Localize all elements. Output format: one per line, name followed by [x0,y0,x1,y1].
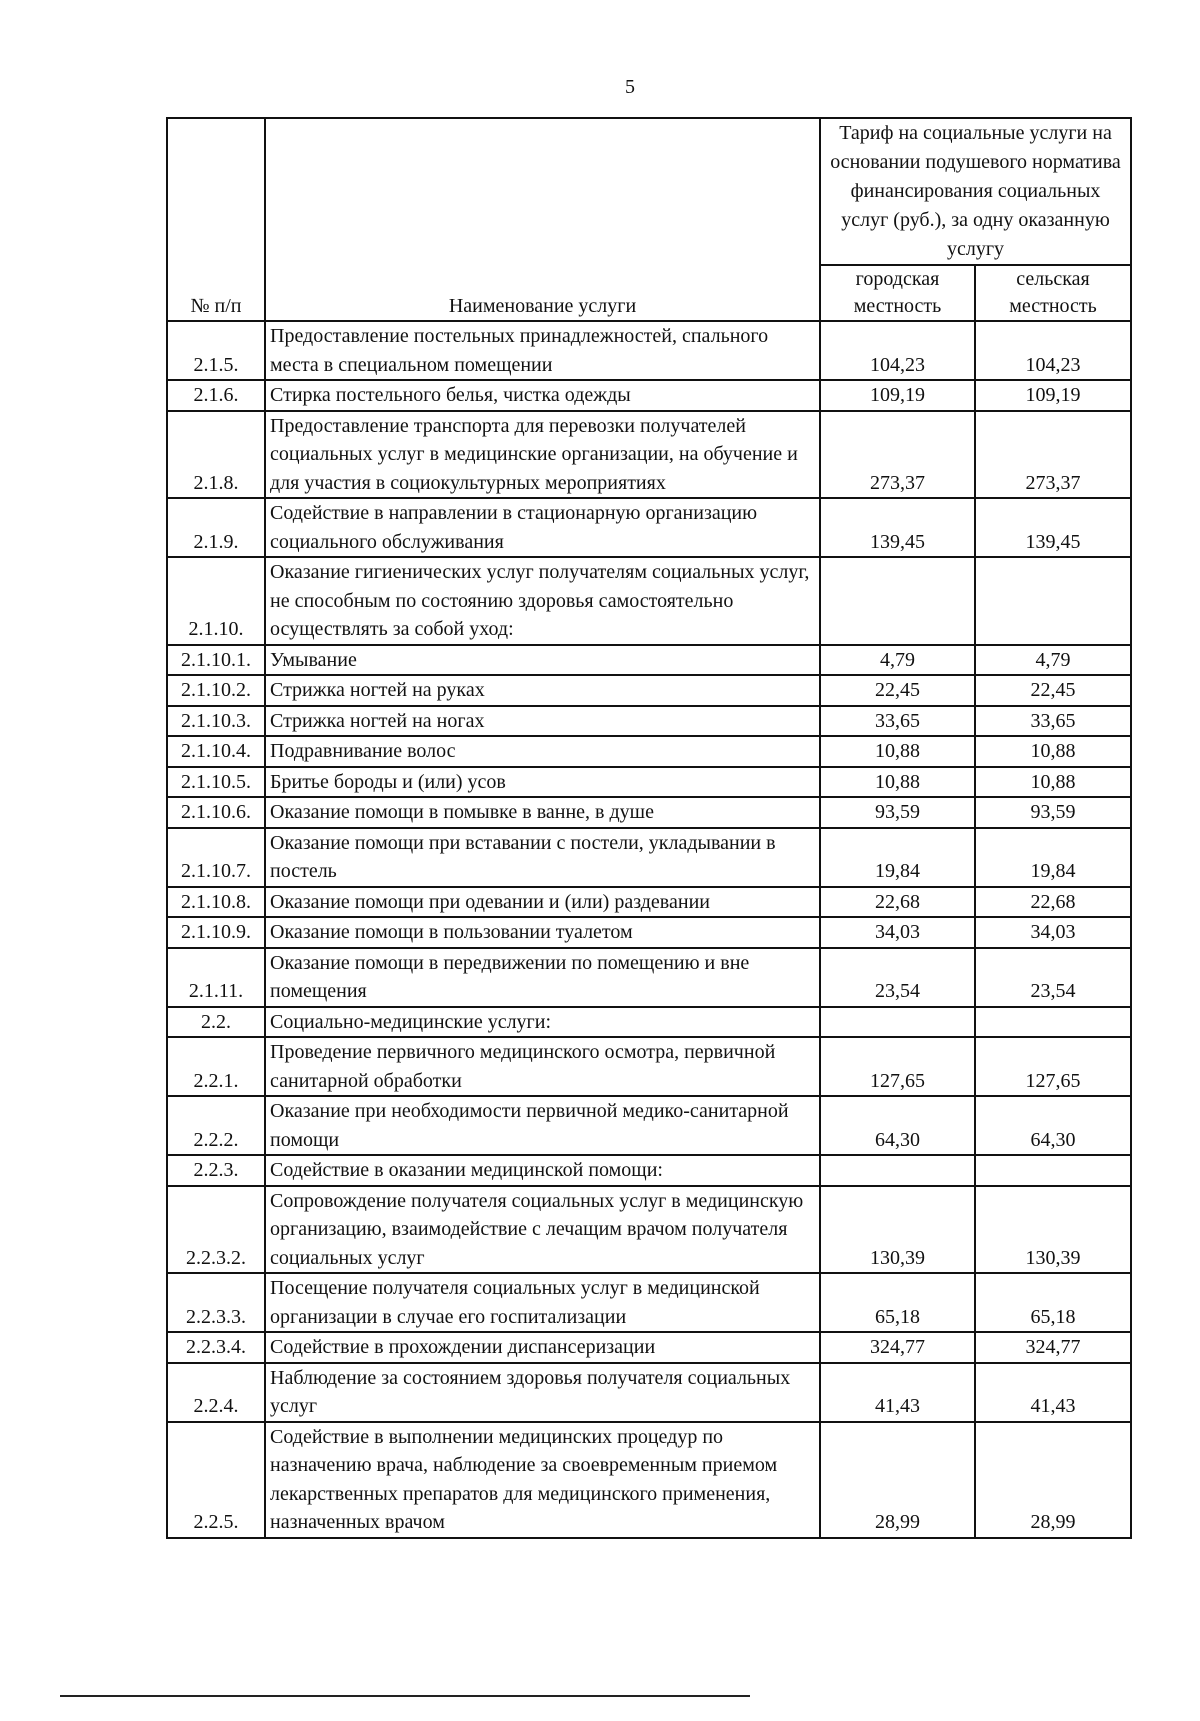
table-row [167,1273,1131,1332]
row-number: 2.2.3.4. [167,1332,265,1363]
tariff-urban: 127,65 [820,1037,975,1096]
table-row [167,767,1131,798]
tariff-rural: 65,18 [975,1273,1131,1332]
row-number: 2.2.4. [167,1363,265,1422]
header-rural: сельская местность [975,265,1131,321]
table-row [167,736,1131,767]
table-row [167,411,1131,499]
tariff-rural: 273,37 [975,411,1131,499]
tariff-urban: 273,37 [820,411,975,499]
table-row [167,1332,1131,1363]
table-row [167,645,1131,676]
header-urban: городская местность [820,265,975,321]
tariff-urban: 19,84 [820,828,975,887]
tariff-urban: 23,54 [820,948,975,1007]
tariff-rural: 23,54 [975,948,1131,1007]
table-row [167,380,1131,411]
tariff-urban: 41,43 [820,1363,975,1422]
row-number: 2.1.10.7. [167,828,265,887]
service-name: Оказание гигиенических услуг получателям социальных услуг, не способным по состоянию здоровья самостоятельно осуществлять за собой уход: [265,557,820,645]
tariff-urban: 28,99 [820,1422,975,1538]
table-row [167,675,1131,706]
tariff-rural [975,1155,1131,1186]
table-row [167,887,1131,918]
tariff-urban: 22,68 [820,887,975,918]
tariff-urban: 33,65 [820,706,975,737]
service-name: Стирка постельного белья, чистка одежды [265,380,820,411]
tariff-table [166,117,1132,1539]
table-row [167,706,1131,737]
service-name: Социально-медицинские услуги: [265,1007,820,1038]
tariff-rural: 130,39 [975,1186,1131,1274]
tariff-rural: 22,45 [975,675,1131,706]
tariff-urban: 324,77 [820,1332,975,1363]
tariff-rural: 10,88 [975,736,1131,767]
tariff-urban: 64,30 [820,1096,975,1155]
service-name: Стрижка ногтей на ногах [265,706,820,737]
tariff-rural: 33,65 [975,706,1131,737]
row-number: 2.2.2. [167,1096,265,1155]
service-name: Стрижка ногтей на руках [265,675,820,706]
table-row [167,321,1131,380]
row-number: 2.1.10.4. [167,736,265,767]
tariff-rural: 324,77 [975,1332,1131,1363]
page-number: 5 [625,76,635,98]
tariff-rural: 41,43 [975,1363,1131,1422]
tariff-urban [820,557,975,645]
table-row [167,1155,1131,1186]
tariff-urban: 22,45 [820,675,975,706]
service-name: Оказание помощи при вставании с постели, укладывании в постель [265,828,820,887]
service-name: Бритье бороды и (или) усов [265,767,820,798]
service-name: Предоставление постельных принадлежностей, спального места в специальном помещении [265,321,820,380]
row-number: 2.1.10.3. [167,706,265,737]
row-number: 2.2.3. [167,1155,265,1186]
header-tariff: Тариф на социальные услуги на основании подушевого норматива финансирования социальных услуг (руб.), за одну оказанную услугу [820,118,1131,265]
service-name: Оказание помощи в передвижении по помещению и вне помещения [265,948,820,1007]
row-number: 2.1.10.5. [167,767,265,798]
service-name: Содействие в прохождении диспансеризации [265,1332,820,1363]
table-row [167,1096,1131,1155]
tariff-urban [820,1155,975,1186]
tariff-rural: 34,03 [975,917,1131,948]
tariff-rural: 93,59 [975,797,1131,828]
row-number: 2.2. [167,1007,265,1038]
service-name: Умывание [265,645,820,676]
tariff-rural: 109,19 [975,380,1131,411]
service-name: Сопровождение получателя социальных услуг в медицинскую организацию, взаимодействие с лечащим врачом получателя социальных услуг [265,1186,820,1274]
row-number: 2.1.11. [167,948,265,1007]
row-number: 2.1.10.6. [167,797,265,828]
row-number: 2.2.1. [167,1037,265,1096]
service-name: Оказание помощи в пользовании туалетом [265,917,820,948]
header-service-name: Наименование услуги [265,118,820,321]
row-number: 2.1.8. [167,411,265,499]
table-row [167,917,1131,948]
header-number: № п/п [167,118,265,321]
tariff-urban: 65,18 [820,1273,975,1332]
row-number: 2.1.10.8. [167,887,265,918]
tariff-rural: 10,88 [975,767,1131,798]
table-row [167,1422,1131,1538]
tariff-rural [975,1007,1131,1038]
table-row [167,1007,1131,1038]
table-row [167,1363,1131,1422]
tariff-urban: 10,88 [820,736,975,767]
table-row [167,828,1131,887]
row-number: 2.2.3.2. [167,1186,265,1274]
service-name: Содействие в направлении в стационарную организацию социального обслуживания [265,498,820,557]
row-number: 2.1.10. [167,557,265,645]
service-name: Оказание при необходимости первичной медико-санитарной помощи [265,1096,820,1155]
tariff-urban: 10,88 [820,767,975,798]
tariff-urban: 104,23 [820,321,975,380]
service-name: Содействие в оказании медицинской помощи: [265,1155,820,1186]
row-number: 2.1.5. [167,321,265,380]
service-name: Наблюдение за состоянием здоровья получателя социальных услуг [265,1363,820,1422]
row-number: 2.1.10.2. [167,675,265,706]
table-header [167,118,1131,321]
tariff-urban: 130,39 [820,1186,975,1274]
tariff-rural: 28,99 [975,1422,1131,1538]
tariff-urban: 109,19 [820,380,975,411]
row-number: 2.2.3.3. [167,1273,265,1332]
tariff-urban: 93,59 [820,797,975,828]
table-row [167,557,1131,645]
tariff-urban: 4,79 [820,645,975,676]
tariff-urban: 139,45 [820,498,975,557]
service-name: Посещение получателя социальных услуг в медицинской организации в случае его госпитализации [265,1273,820,1332]
row-number: 2.2.5. [167,1422,265,1538]
table-body [167,321,1131,1538]
table-row [167,797,1131,828]
tariff-rural: 4,79 [975,645,1131,676]
tariff-urban: 34,03 [820,917,975,948]
tariff-rural: 127,65 [975,1037,1131,1096]
row-number: 2.1.10.9. [167,917,265,948]
tariff-rural: 104,23 [975,321,1131,380]
tariff-rural: 64,30 [975,1096,1131,1155]
table-row [167,1037,1131,1096]
tariff-rural: 19,84 [975,828,1131,887]
tariff-rural [975,557,1131,645]
service-name: Проведение первичного медицинского осмотра, первичной санитарной обработки [265,1037,820,1096]
table-row [167,948,1131,1007]
tariff-urban [820,1007,975,1038]
service-name: Подравнивание волос [265,736,820,767]
service-name: Содействие в выполнении медицинских процедур по назначению врача, наблюдение за своевременным приемом лекарственных препаратов для медицинского применения, назначенных врачом [265,1422,820,1538]
footer-rule [60,1695,750,1697]
row-number: 2.1.9. [167,498,265,557]
service-name: Оказание помощи при одевании и (или) раздевании [265,887,820,918]
service-name: Оказание помощи в помывке в ванне, в душе [265,797,820,828]
table-row [167,1186,1131,1274]
service-name: Предоставление транспорта для перевозки получателей социальных услуг в медицинские организации, на обучение и для участия в социокультурных мероприятиях [265,411,820,499]
tariff-rural: 22,68 [975,887,1131,918]
row-number: 2.1.10.1. [167,645,265,676]
tariff-rural: 139,45 [975,498,1131,557]
row-number: 2.1.6. [167,380,265,411]
table-row [167,498,1131,557]
